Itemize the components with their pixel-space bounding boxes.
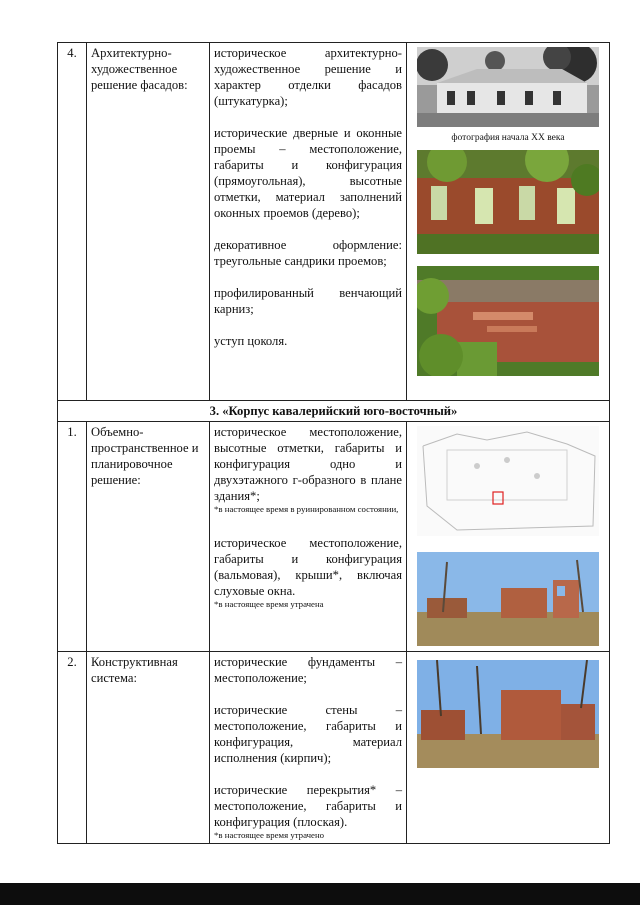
ruins-photo — [417, 552, 599, 646]
section-title: 3. «Корпус кавалерийский юго-восточный» — [58, 401, 610, 422]
row-number: 1. — [58, 422, 87, 652]
photo-cell — [407, 422, 610, 652]
description-paragraph: исторические стены – местоположение, габариты и конфигурация, материал исполнения (кирпич); — [214, 703, 402, 765]
ruins-photo — [417, 266, 599, 376]
row-number: 2. — [58, 652, 87, 844]
table-row — [58, 652, 610, 844]
footnote: *в настоящее время в руинированном состоянии, — [214, 504, 399, 514]
section-header-row — [58, 401, 610, 422]
photo-caption: фотография начала XX века — [451, 133, 565, 143]
row-description — [210, 652, 407, 844]
document-table — [57, 42, 610, 844]
footnote: *в настоящее время утрачено — [214, 830, 325, 840]
description-paragraph: историческое местоположение, габариты и конфигурация (вальмовая), крыши*, включая слуховые окна. — [214, 536, 402, 598]
ruins-photo — [417, 150, 599, 254]
description-paragraph: исторические перекрытия* – местоположение, габариты и конфигурация (плоская). — [214, 783, 402, 829]
photo-cell — [407, 652, 610, 844]
row-description — [210, 422, 407, 652]
row-title: Объемно-пространственное и планировочное решение: — [87, 422, 210, 652]
row-title: Архитектурно-художественное решение фасадов: — [87, 43, 210, 401]
description-paragraph: исторические дверные и оконные проемы – местоположение, габариты и конфигурация (прямоугольная), высотные отметки, материал заполнений оконных проемов (дерево); — [214, 126, 402, 220]
row-number: 4. — [58, 43, 87, 401]
description-paragraph: историческое местоположение, высотные отметки, габариты и конфигурация одно и двухэтажного г-образного в плане здания*; — [214, 425, 402, 503]
description-paragraph: декоративное оформление: треугольные сандрики проемов; — [214, 238, 402, 268]
description-paragraph: уступ цоколя. — [214, 334, 288, 348]
historic-photo — [417, 47, 599, 127]
table-row — [58, 422, 610, 652]
ruins-photo — [417, 660, 599, 768]
table-row — [58, 43, 610, 401]
description-paragraph: профилированный венчающий карниз; — [214, 286, 402, 316]
row-description — [210, 43, 407, 401]
photo-cell — [407, 43, 610, 401]
description-paragraph: исторические фундаменты – местоположение; — [214, 655, 402, 685]
description-paragraph: историческое архитектурно-художественное решение и характер отделки фасадов (штукатурка); — [214, 46, 402, 108]
scan-bottom-edge — [0, 883, 640, 905]
site-plan — [417, 426, 599, 536]
footnote: *в настоящее время утрачена — [214, 599, 324, 609]
row-title: Конструктивная система: — [87, 652, 210, 844]
